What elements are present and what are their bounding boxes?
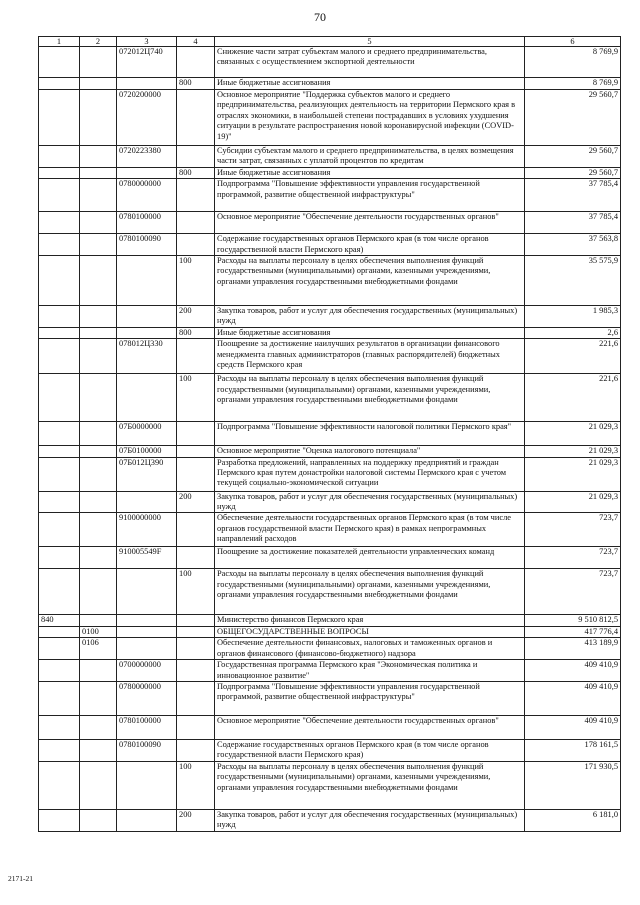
name-cell: Основное мероприятие "Обеспечение деятельности государственных органов" [215,212,525,234]
admin-code-cell [39,234,80,256]
target-article-cell: 0780100090 [117,234,177,256]
section-code-cell [80,761,117,809]
column-header: 1 [39,37,80,47]
amount-cell: 8 769,9 [525,47,621,78]
expense-type-cell [177,739,215,761]
expense-type-cell [177,715,215,739]
column-header: 5 [215,37,525,47]
target-article-cell [117,256,177,306]
expense-type-cell [177,626,215,637]
amount-cell: 21 029,3 [525,491,621,513]
table-row [39,234,621,256]
target-article-cell: 0700000000 [117,660,177,682]
column-header: 3 [117,37,177,47]
amount-cell: 221,6 [525,374,621,422]
expense-type-cell [177,47,215,78]
section-code-cell [80,146,117,168]
expense-type-cell: 200 [177,306,215,328]
amount-cell: 413 189,9 [525,638,621,660]
expense-type-cell: 100 [177,256,215,306]
target-article-cell [117,761,177,809]
column-header: 4 [177,37,215,47]
section-code-cell [80,446,117,457]
section-code-cell [80,234,117,256]
amount-cell: 21 029,3 [525,422,621,446]
table-row [39,569,621,615]
footer-code: 2171-21 [8,874,33,883]
name-cell: Министерство финансов Пермского края [215,615,525,626]
table-row [39,256,621,306]
name-cell: Расходы на выплаты персоналу в целях обеспечения выполнения функций государственными (муниципальными) органами, казенными учреждениями, органами управления государственными внебюджетными фондами [215,374,525,422]
amount-cell: 178 161,5 [525,739,621,761]
section-code-cell [80,809,117,831]
amount-cell: 37 563,8 [525,234,621,256]
name-cell: Субсидии субъектам малого и среднего предпринимательства, в целях возмещения части затрат, связанных с уплатой процентов по кредитам [215,146,525,168]
target-article-cell: 07Б012Ц390 [117,457,177,491]
target-article-cell [117,327,177,338]
amount-cell: 21 029,3 [525,446,621,457]
name-cell: Подпрограмма "Повышение эффективности управления государственной программой, развитие общественной инфраструктуры" [215,179,525,212]
admin-code-cell [39,179,80,212]
admin-code-cell [39,446,80,457]
table-row [39,339,621,374]
name-cell: Обеспечение деятельности финансовых, налоговых и таможенных органов и органов финансового (финансово-бюджетного) надзора [215,638,525,660]
admin-code-cell [39,660,80,682]
table-row [39,212,621,234]
admin-code-cell [39,422,80,446]
table-row [39,547,621,569]
admin-code-cell [39,256,80,306]
table-row [39,179,621,212]
admin-code-cell [39,90,80,146]
name-cell: Основное мероприятие "Оценка налогового потенциала" [215,446,525,457]
target-article-cell: 0780100000 [117,715,177,739]
name-cell: Подпрограмма "Повышение эффективности управления государственной программой, развитие общественной инфраструктуры" [215,681,525,715]
name-cell: Закупка товаров, работ и услуг для обеспечения государственных (муниципальных) нужд [215,491,525,513]
column-header: 2 [80,37,117,47]
target-article-cell [117,626,177,637]
section-code-cell [80,660,117,682]
expense-type-cell [177,422,215,446]
column-header: 6 [525,37,621,47]
amount-cell: 409 410,9 [525,681,621,715]
section-code-cell [80,327,117,338]
expense-type-cell: 800 [177,167,215,178]
budget-table [38,36,621,832]
expense-type-cell: 100 [177,569,215,615]
name-cell: Содержание государственных органов Пермского края (в том числе органов государственной власти Пермского края) [215,234,525,256]
admin-code-cell [39,569,80,615]
amount-cell: 2,6 [525,327,621,338]
admin-code-cell: 840 [39,615,80,626]
amount-cell: 9 510 812,5 [525,615,621,626]
expense-type-cell [177,90,215,146]
amount-cell: 21 029,3 [525,457,621,491]
section-code-cell [80,90,117,146]
section-code-cell [80,256,117,306]
name-cell: ОБЩЕГОСУДАРСТВЕННЫЕ ВОПРОСЫ [215,626,525,637]
expense-type-cell [177,660,215,682]
section-code-cell [80,179,117,212]
admin-code-cell [39,327,80,338]
amount-cell: 1 985,3 [525,306,621,328]
table-row [39,167,621,178]
admin-code-cell [39,638,80,660]
expense-type-cell: 200 [177,809,215,831]
name-cell: Иные бюджетные ассигнования [215,327,525,338]
section-code-cell [80,422,117,446]
target-article-cell [117,809,177,831]
expense-type-cell [177,212,215,234]
admin-code-cell [39,809,80,831]
target-article-cell: 078012Ц330 [117,339,177,374]
name-cell: Расходы на выплаты персоналу в целях обеспечения выполнения функций государственными (муниципальными) органами, казенными учреждениями, органами управления государственными внебюджетными фондами [215,761,525,809]
admin-code-cell [39,491,80,513]
table-row [39,715,621,739]
name-cell: Содержание государственных органов Пермского края (в том числе органов государственной власти Пермского края) [215,739,525,761]
amount-cell: 35 575,9 [525,256,621,306]
section-code-cell [80,78,117,90]
target-article-cell: 0780100000 [117,212,177,234]
table-row [39,78,621,90]
section-code-cell: 0106 [80,638,117,660]
target-article-cell [117,306,177,328]
table-row [39,446,621,457]
expense-type-cell [177,615,215,626]
section-code-cell [80,374,117,422]
amount-cell: 29 560,7 [525,167,621,178]
name-cell: Основное мероприятие "Обеспечение деятельности государственных органов" [215,715,525,739]
amount-cell: 723,7 [525,569,621,615]
target-article-cell: 0780000000 [117,179,177,212]
amount-cell: 723,7 [525,513,621,547]
table-row [39,513,621,547]
section-code-cell [80,547,117,569]
table-row [39,626,621,637]
section-code-cell [80,457,117,491]
target-article-cell [117,167,177,178]
target-article-cell: 07Б0000000 [117,422,177,446]
name-cell: Государственная программа Пермского края "Экономическая политика и инновационное развитие" [215,660,525,682]
section-code-cell [80,681,117,715]
target-article-cell [117,569,177,615]
name-cell: Закупка товаров, работ и услуг для обеспечения государственных (муниципальных) нужд [215,306,525,328]
section-code-cell [80,739,117,761]
amount-cell: 723,7 [525,547,621,569]
admin-code-cell [39,715,80,739]
section-code-cell [80,569,117,615]
expense-type-cell [177,179,215,212]
admin-code-cell [39,626,80,637]
section-code-cell [80,339,117,374]
expense-type-cell [177,547,215,569]
table-row [39,809,621,831]
admin-code-cell [39,167,80,178]
section-code-cell [80,615,117,626]
name-cell: Иные бюджетные ассигнования [215,167,525,178]
amount-cell: 29 560,7 [525,90,621,146]
admin-code-cell [39,761,80,809]
amount-cell: 29 560,7 [525,146,621,168]
target-article-cell: 0720223380 [117,146,177,168]
table-row [39,457,621,491]
expense-type-cell [177,446,215,457]
amount-cell: 221,6 [525,339,621,374]
amount-cell: 409 410,9 [525,715,621,739]
target-article-cell [117,491,177,513]
table-row [39,422,621,446]
section-code-cell [80,306,117,328]
target-article-cell [117,638,177,660]
admin-code-cell [39,513,80,547]
target-article-cell [117,78,177,90]
admin-code-cell [39,739,80,761]
table-row [39,90,621,146]
target-article-cell: 0780100090 [117,739,177,761]
name-cell: Разработка предложений, направленных на поддержку предприятий и граждан Пермского края путем донастройки налоговой системы Пермского края с учетом текущей социально-экономической ситуации [215,457,525,491]
expense-type-cell: 800 [177,78,215,90]
target-article-cell: 910005549F [117,547,177,569]
page-number: 70 [314,10,326,24]
target-article-cell: 9100000000 [117,513,177,547]
section-code-cell [80,212,117,234]
table-body [39,47,621,832]
expense-type-cell: 200 [177,491,215,513]
amount-cell: 8 769,9 [525,78,621,90]
expense-type-cell [177,513,215,547]
section-code-cell [80,513,117,547]
amount-cell: 37 785,4 [525,179,621,212]
admin-code-cell [39,374,80,422]
section-code-cell [80,167,117,178]
table-row [39,615,621,626]
table-row [39,660,621,682]
admin-code-cell [39,47,80,78]
amount-cell: 417 776,4 [525,626,621,637]
expense-type-cell [177,457,215,491]
name-cell: Обеспечение деятельности государственных органов Пермского края (в том числе органов государственной власти Пермского края) в рамках непрограммных направлений расходов [215,513,525,547]
table-row [39,761,621,809]
section-code-cell [80,47,117,78]
table-row [39,491,621,513]
admin-code-cell [39,681,80,715]
target-article-cell: 07Б0100000 [117,446,177,457]
expense-type-cell [177,681,215,715]
admin-code-cell [39,547,80,569]
admin-code-cell [39,78,80,90]
admin-code-cell [39,306,80,328]
target-article-cell: 0720200000 [117,90,177,146]
amount-cell: 6 181,0 [525,809,621,831]
table-row [39,681,621,715]
table-header-row [39,37,621,47]
expense-type-cell [177,146,215,168]
table-row [39,146,621,168]
expense-type-cell [177,339,215,374]
table-row [39,306,621,328]
target-article-cell [117,374,177,422]
expense-type-cell: 800 [177,327,215,338]
name-cell: Подпрограмма "Повышение эффективности налоговой политики Пермского края" [215,422,525,446]
expense-type-cell [177,234,215,256]
name-cell: Основное мероприятие "Поддержка субъектов малого и среднего предпринимательства, реализующих деятельность на территории Пермского края в отраслях экономики, в наибольшей степени пострадавших в условиях ухудшения ситуации в результате распространения новой коронавирусной инфекции (COVID-19)" [215,90,525,146]
table-row [39,47,621,78]
name-cell: Иные бюджетные ассигнования [215,78,525,90]
target-article-cell: 072012Ц740 [117,47,177,78]
expense-type-cell: 100 [177,761,215,809]
target-article-cell: 0780000000 [117,681,177,715]
name-cell: Закупка товаров, работ и услуг для обеспечения государственных (муниципальных) нужд [215,809,525,831]
name-cell: Снижение части затрат субъектам малого и среднего предпринимательства, связанных с осуществлением экспортной деятельности [215,47,525,78]
table-row [39,327,621,338]
amount-cell: 171 930,5 [525,761,621,809]
table-row [39,638,621,660]
admin-code-cell [39,212,80,234]
admin-code-cell [39,146,80,168]
name-cell: Поощрение за достижение показателей деятельности управленческих команд [215,547,525,569]
admin-code-cell [39,457,80,491]
name-cell: Расходы на выплаты персоналу в целях обеспечения выполнения функций государственными (муниципальными) органами, казенными учреждениями, органами управления государственными внебюджетными фондами [215,256,525,306]
expense-type-cell [177,638,215,660]
amount-cell: 37 785,4 [525,212,621,234]
section-code-cell [80,715,117,739]
table-row [39,374,621,422]
expense-type-cell: 100 [177,374,215,422]
name-cell: Поощрение за достижение наилучших результатов в организации финансового менеджмента главных администраторов (главных распорядителей) бюджетных средств Пермского края [215,339,525,374]
amount-cell: 409 410,9 [525,660,621,682]
target-article-cell [117,615,177,626]
section-code-cell [80,491,117,513]
table-row [39,739,621,761]
section-code-cell: 0100 [80,626,117,637]
admin-code-cell [39,339,80,374]
name-cell: Расходы на выплаты персоналу в целях обеспечения выполнения функций государственными (муниципальными) органами, казенными учреждениями, органами управления государственными внебюджетными фондами [215,569,525,615]
